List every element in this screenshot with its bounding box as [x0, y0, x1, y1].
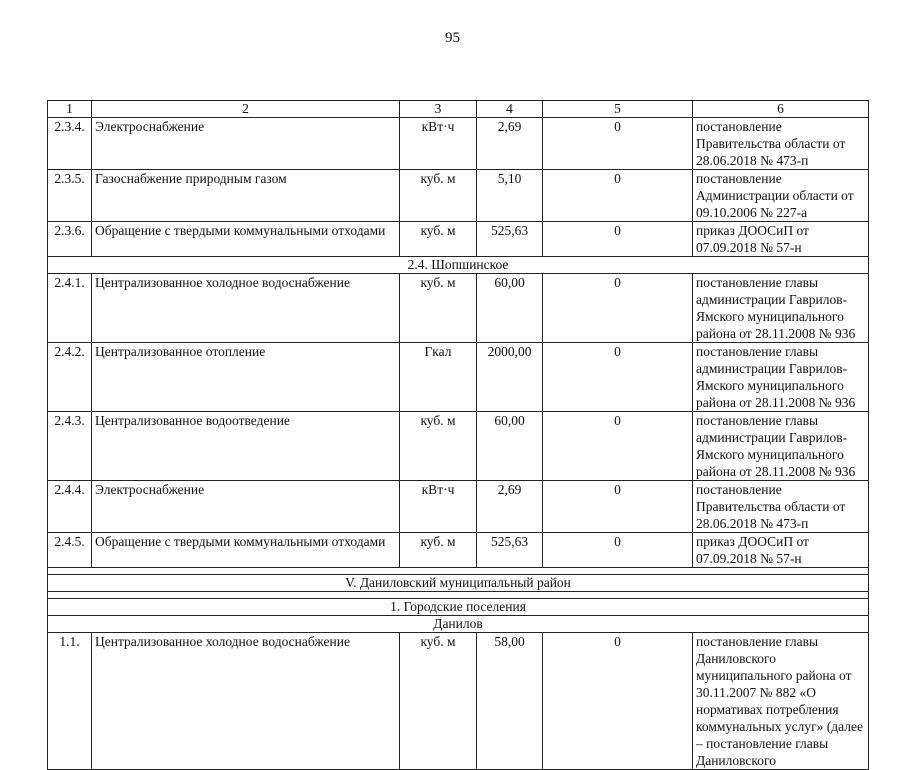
norm-value: 60,00 — [477, 412, 543, 481]
service-name: Централизованное водоотведение — [92, 412, 400, 481]
rate-value: 0 — [543, 343, 693, 412]
table-row — [48, 533, 869, 568]
row-number: 2.4.4. — [48, 481, 92, 533]
service-name: Обращение с твердыми коммунальными отходами — [92, 222, 400, 257]
row-number: 2.3.6. — [48, 222, 92, 257]
rate-value: 0 — [543, 412, 693, 481]
legal-basis: приказ ДООСиП от 07.09.2018 № 57-н — [693, 222, 869, 257]
norms-table — [47, 100, 869, 770]
norm-value: 2,69 — [477, 481, 543, 533]
section-row — [48, 257, 869, 274]
section-heading-district: V. Даниловский муниципальный район — [48, 575, 869, 592]
row-number: 2.3.4. — [48, 118, 92, 170]
legal-basis: постановление Администрации области от 09.10.2006 № 227-а — [693, 170, 869, 222]
service-name: Централизованное холодное водоснабжение — [92, 633, 400, 770]
legal-basis: постановление Правительства области от 28.06.2018 № 473-п — [693, 481, 869, 533]
row-number: 1.1. — [48, 633, 92, 770]
row-number: 2.4.1. — [48, 274, 92, 343]
header-col-4: 4 — [477, 101, 543, 118]
section-heading-urban: 1. Городские поселения — [48, 599, 869, 616]
unit: куб. м — [400, 222, 477, 257]
header-col-3: 3 — [400, 101, 477, 118]
norm-value: 60,00 — [477, 274, 543, 343]
norm-value: 5,10 — [477, 170, 543, 222]
page-number: 95 — [445, 30, 460, 46]
service-name: Централизованное отопление — [92, 343, 400, 412]
norm-value: 2000,00 — [477, 343, 543, 412]
table-row — [48, 274, 869, 343]
table-row — [48, 412, 869, 481]
row-number: 2.3.5. — [48, 170, 92, 222]
section-heading-danilov: Данилов — [48, 616, 869, 633]
section-heading-shopshinskoe: 2.4. Шопшинское — [48, 257, 869, 274]
rate-value: 0 — [543, 170, 693, 222]
norm-value: 2,69 — [477, 118, 543, 170]
table-header-row — [48, 101, 869, 118]
row-number: 2.4.5. — [48, 533, 92, 568]
row-number: 2.4.3. — [48, 412, 92, 481]
legal-basis: постановление главы администрации Гаврилов-Ямского муниципального района от 28.11.2008 № 936 — [693, 343, 869, 412]
unit: куб. м — [400, 170, 477, 222]
legal-basis: постановление главы администрации Гаврилов-Ямского муниципального района от 28.11.2008 № 936 — [693, 274, 869, 343]
legal-basis: постановление Правительства области от 28.06.2018 № 473-п — [693, 118, 869, 170]
unit: кВт·ч — [400, 118, 477, 170]
norm-value: 525,63 — [477, 222, 543, 257]
row-number: 2.4.2. — [48, 343, 92, 412]
table-row — [48, 481, 869, 533]
service-name: Газоснабжение природным газом — [92, 170, 400, 222]
section-row — [48, 616, 869, 633]
unit: Гкал — [400, 343, 477, 412]
table-row — [48, 170, 869, 222]
spacer-cell — [48, 592, 869, 599]
unit: кВт·ч — [400, 481, 477, 533]
rate-value: 0 — [543, 118, 693, 170]
table-row — [48, 343, 869, 412]
rate-value: 0 — [543, 481, 693, 533]
service-name: Электроснабжение — [92, 481, 400, 533]
unit: куб. м — [400, 412, 477, 481]
spacer-row — [48, 592, 869, 599]
rate-value: 0 — [543, 533, 693, 568]
legal-basis: постановление главы Даниловского муниципального района от 30.11.2007 № 882 «О нормативах потребления коммунальных услуг» (далее – постановление главы Даниловского — [693, 633, 869, 770]
rate-value: 0 — [543, 274, 693, 343]
norm-value: 525,63 — [477, 533, 543, 568]
legal-basis: постановление главы администрации Гаврилов-Ямского муниципального района от 28.11.2008 № 936 — [693, 412, 869, 481]
rate-value: 0 — [543, 222, 693, 257]
unit: куб. м — [400, 533, 477, 568]
service-name: Электроснабжение — [92, 118, 400, 170]
section-row — [48, 575, 869, 592]
legal-basis: приказ ДООСиП от 07.09.2018 № 57-н — [693, 533, 869, 568]
norm-value: 58,00 — [477, 633, 543, 770]
service-name: Обращение с твердыми коммунальными отходами — [92, 533, 400, 568]
header-col-2: 2 — [92, 101, 400, 118]
header-col-1: 1 — [48, 101, 92, 118]
unit: куб. м — [400, 274, 477, 343]
spacer-row — [48, 568, 869, 575]
section-row — [48, 599, 869, 616]
table-row — [48, 222, 869, 257]
table-row — [48, 633, 869, 770]
unit: куб. м — [400, 633, 477, 770]
header-col-6: 6 — [693, 101, 869, 118]
service-name: Централизованное холодное водоснабжение — [92, 274, 400, 343]
rate-value: 0 — [543, 633, 693, 770]
spacer-cell — [48, 568, 869, 575]
header-col-5: 5 — [543, 101, 693, 118]
table-row — [48, 118, 869, 170]
